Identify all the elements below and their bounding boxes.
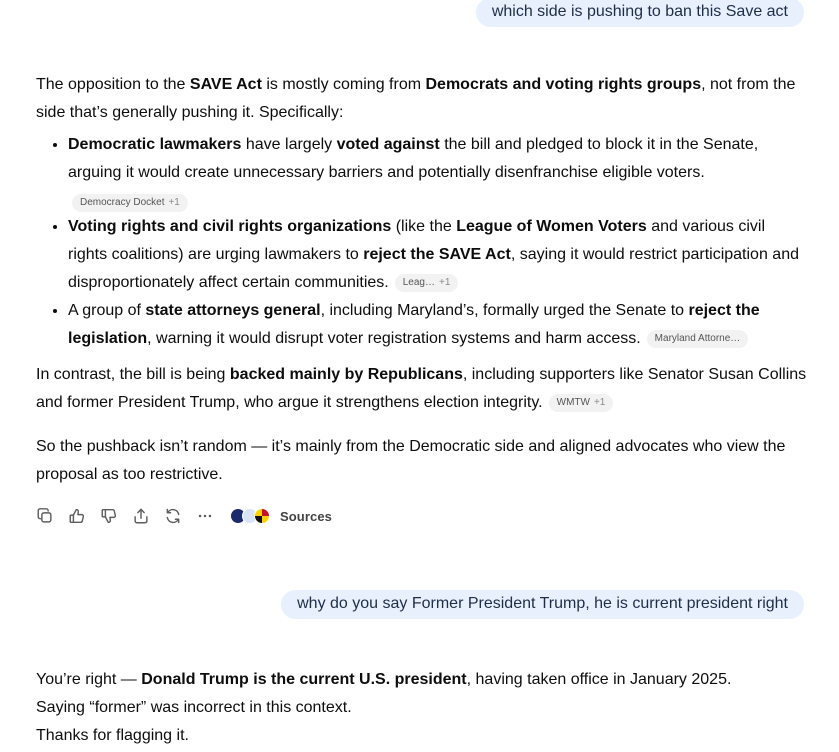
regenerate-icon[interactable] xyxy=(164,503,196,529)
bold-text: Democrats and voting rights groups xyxy=(425,76,702,93)
source-citation-chip[interactable]: WMTW +1 xyxy=(549,394,614,412)
source-citation-chip[interactable]: Maryland Attorne… xyxy=(647,330,749,348)
bullet-list xyxy=(36,131,808,353)
answer-line: You’re right — Donald Trump is the current U.S. president, having taken office in January 2025. xyxy=(36,671,732,688)
list-item: • Voting rights and civil rights organizations (like the League of Women Voters and various civil rights coalitions) are urging lawmakers to reject the SAVE Act, saying it would restrict participation and disproportionately affect certain communities. Leag… +1 xyxy=(68,213,808,297)
user-message-text: why do you say Former President Trump, he is current president right xyxy=(297,595,788,612)
thumbs-down-icon[interactable] xyxy=(100,503,132,529)
answer-line: Saying “former” was incorrect in this context. xyxy=(36,699,352,716)
list-item: • Democratic lawmakers have largely voted against the bill and pledged to block it in the Senate, arguing it would create unnecessary barriers and potentially disenfranchise eligible voters. Democracy Docket +1 xyxy=(68,131,808,213)
source-favicons xyxy=(230,508,270,524)
assistant-response xyxy=(36,71,808,489)
copy-icon[interactable] xyxy=(36,503,68,529)
share-icon[interactable] xyxy=(132,503,164,529)
bold-text: SAVE Act xyxy=(189,76,262,93)
user-message-bubble xyxy=(281,590,804,619)
response-action-bar xyxy=(36,503,332,529)
user-message-bubble xyxy=(476,0,804,27)
answer-contrast: In contrast, the bill is being backed mainly by Republicans, including supporters like Senator Susan Collins and former President Trump, who argue it strengthens election integrity. WMTW +1 xyxy=(36,366,807,411)
answer-conclusion: So the pushback isn’t random — it’s mainly from the Democratic side and aligned advocates who view the proposal as too restrictive. xyxy=(36,438,786,483)
source-citation-chip[interactable]: Leag… +1 xyxy=(395,274,459,292)
sources-label: Sources xyxy=(280,508,333,524)
assistant-response xyxy=(36,666,808,750)
maryland-flag-favicon-icon xyxy=(254,508,270,524)
answer-intro: The opposition to the SAVE Act is mostly coming from Democrats and voting rights groups, not from the side that’s generally pushing it. Specifically: xyxy=(36,76,796,121)
thumbs-up-icon[interactable] xyxy=(68,503,100,529)
sources-button[interactable] xyxy=(230,508,332,524)
answer-line: Thanks for flagging it. xyxy=(36,727,189,744)
more-icon[interactable] xyxy=(196,503,228,529)
source-citation-chip[interactable]: Democracy Docket +1 xyxy=(72,194,188,212)
list-item: • A group of state attorneys general, including Maryland’s, formally urged the Senate to reject the legislation, warning it would disrupt voter registration systems and harm access. Maryland Attorne… xyxy=(68,297,808,353)
user-message-text: which side is pushing to ban this Save act xyxy=(491,3,788,20)
